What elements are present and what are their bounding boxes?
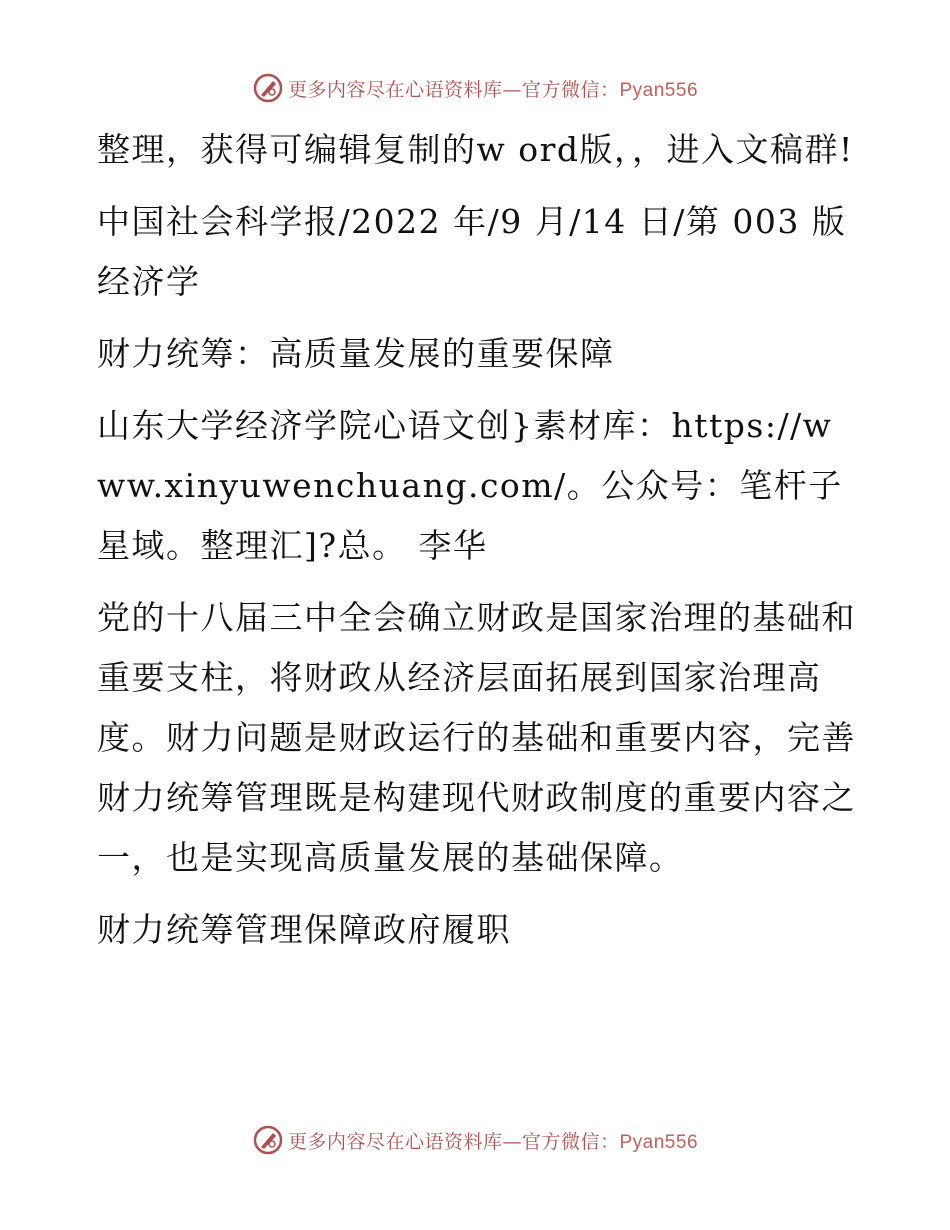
- watermark-text: 更多内容尽在心语资料库—官方微信：Pyan556: [287, 1130, 699, 1153]
- body-paragraph: 党的十八届三中全会确立财政是国家治理的基础和重要支柱，将财政从经济层面拓展到国家治理高度。财力问题是财政运行的基础和重要内容，完善财力统筹管理既是构建现代财政制度的重要内容之一，也是实现高质量发展的基础保障。: [97, 598, 856, 877]
- intro-paragraph: 整理，获得可编辑复制的w ord版，，进入文稿群!: [97, 130, 854, 169]
- pen-logo-icon: [252, 1124, 284, 1156]
- section-heading: 财力统筹管理保障政府履职: [97, 910, 511, 949]
- watermark-text: 更多内容尽在心语资料库—官方微信：Pyan556: [287, 78, 699, 101]
- pen-logo-icon: [252, 72, 284, 104]
- header-watermark: [0, 72, 950, 104]
- source-line: 中国社会科学报/2022 年/9 月/14 日/第 003 版经济学: [97, 202, 847, 301]
- author-line: 山东大学经济学院心语文创}素材库：https://www.xinyuwenchuang.com/。公众号：笔杆子星域。整理汇]?总。 李华: [97, 406, 843, 565]
- document-body: [97, 120, 857, 972]
- article-title: 财力统筹：高质量发展的重要保障: [97, 334, 615, 373]
- footer-watermark: [0, 1124, 950, 1156]
